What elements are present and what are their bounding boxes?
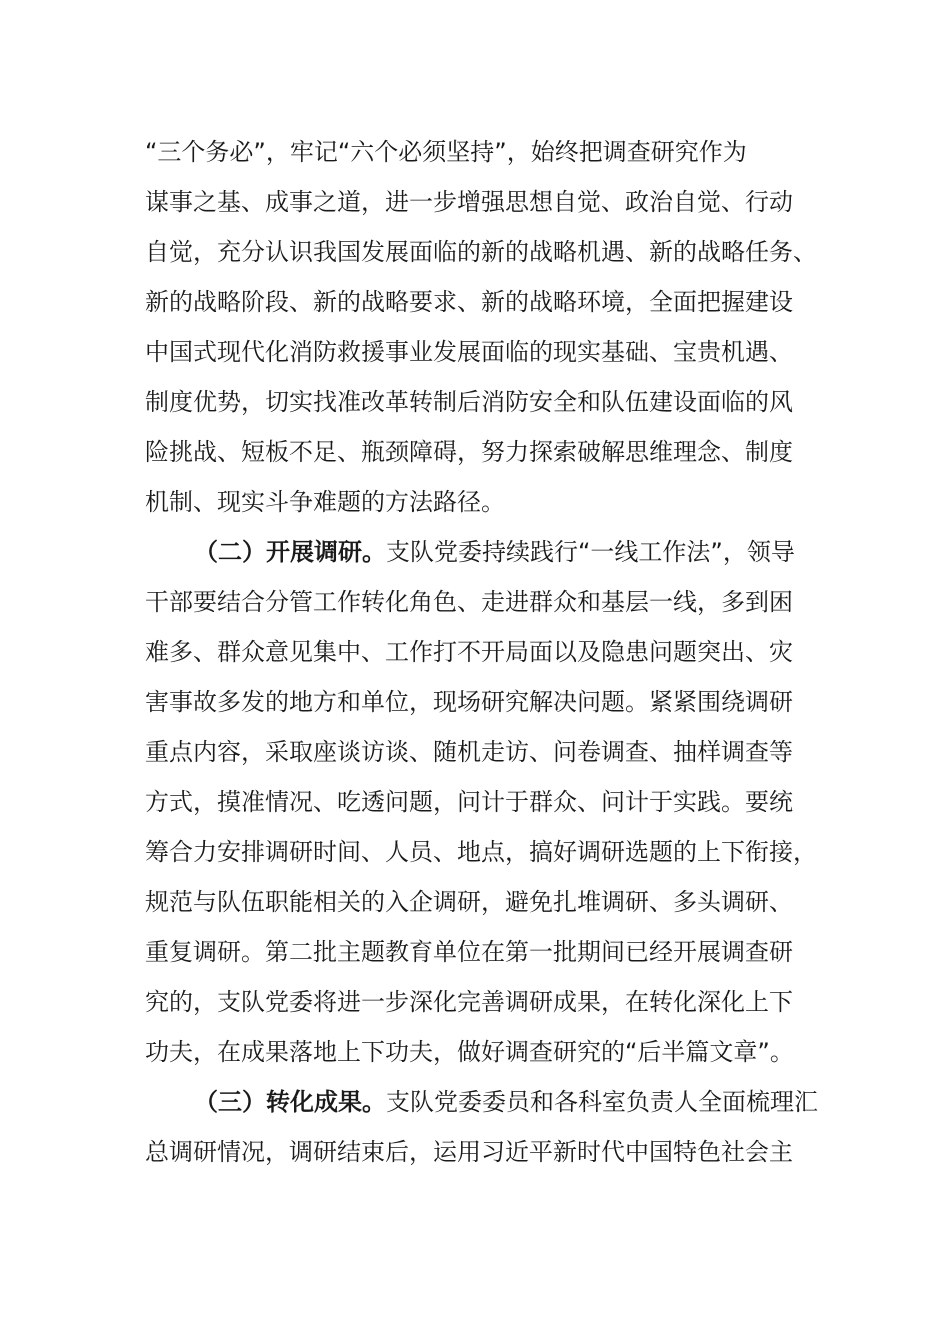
paragraph-line: 究的，支队党委将进一步深化完善调研成果，在转化深化上下 <box>145 988 793 1016</box>
paragraph-line: 重点内容，采取座谈访谈、随机走访、问卷调查、抽样调查等 <box>145 738 793 766</box>
paragraph-line: 新的战略阶段、新的战略要求、新的战略环境，全面把握建设 <box>145 288 793 316</box>
paragraph-line: 筹合力安排调研时间、人员、地点，搞好调研选题的上下衔接， <box>145 838 817 866</box>
paragraph-text: 支队党委持续践行“一线工作法”，领导 <box>386 538 795 566</box>
paragraph-line: 难多、群众意见集中、工作打不开局面以及隐患问题突出、灾 <box>145 638 793 666</box>
paragraph-line: 自觉，充分认识我国发展面临的新的战略机遇、新的战略任务、 <box>145 238 817 266</box>
paragraph-line: 方式，摸准情况、吃透问题，问计于群众、问计于实践。要统 <box>145 788 793 816</box>
paragraph-line: “三个务必”，牢记“六个必须坚持”，始终把调查研究作为 <box>145 138 747 166</box>
paragraph-line: 谋事之基、成事之道，进一步增强思想自觉、政治自觉、行动 <box>145 188 793 216</box>
paragraph-text: 支队党委委员和各科室负责人全面梳理汇 <box>386 1088 818 1116</box>
paragraph-line: 规范与队伍职能相关的入企调研，避免扎堆调研、多头调研、 <box>145 888 793 916</box>
paragraph-line: 总调研情况，调研结束后，运用习近平新时代中国特色社会主 <box>145 1138 793 1166</box>
paragraph-line: 险挑战、短板不足、瓶颈障碍，努力探索破解思维理念、制度 <box>145 438 793 466</box>
paragraph-line: 机制、现实斗争难题的方法路径。 <box>145 488 505 516</box>
paragraph-line: 制度优势，切实找准改革转制后消防安全和队伍建设面临的风 <box>145 388 793 416</box>
paragraph-line: 重复调研。第二批主题教育单位在第一批期间已经开展调查研 <box>145 938 793 966</box>
paragraph-first-line <box>194 1084 818 1120</box>
paragraph-line: 中国式现代化消防救援事业发展面临的现实基础、宝贵机遇、 <box>145 338 793 366</box>
section-heading: （三）转化成果。 <box>194 1088 386 1116</box>
section-heading: （二）开展调研。 <box>194 538 386 566</box>
paragraph-line: 干部要结合分管工作转化角色、走进群众和基层一线，多到困 <box>145 588 793 616</box>
paragraph-line: 功夫，在成果落地上下功夫，做好调查研究的“后半篇文章”。 <box>145 1038 794 1066</box>
paragraph-line: 害事故多发的地方和单位，现场研究解决问题。紧紧围绕调研 <box>145 688 793 716</box>
paragraph-first-line <box>194 534 795 570</box>
